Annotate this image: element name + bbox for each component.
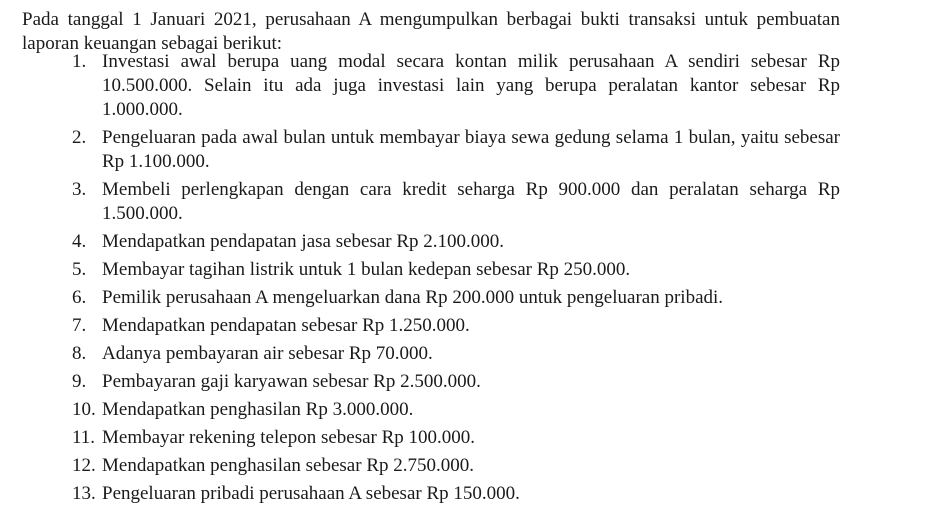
- item-text: Mendapatkan penghasilan sebesar Rp 2.750.000.: [102, 455, 474, 476]
- item-number: 10.: [72, 399, 96, 420]
- item-text: Adanya pembayaran air sebesar Rp 70.000.: [102, 343, 433, 364]
- item-number: 3.: [72, 179, 87, 200]
- item-text: Membayar rekening telepon sebesar Rp 100.000.: [102, 427, 476, 448]
- item-number: 9.: [72, 371, 87, 392]
- list-item: [72, 286, 840, 310]
- list-item: [72, 126, 840, 174]
- item-text: Mendapatkan pendapatan jasa sebesar Rp 2.100.000.: [102, 231, 505, 252]
- list-item: [72, 178, 840, 226]
- item-number: 13.: [72, 483, 96, 504]
- item-number: 12.: [72, 455, 96, 476]
- item-text: Pengeluaran pribadi perusahaan A sebesar Rp 150.000.: [102, 483, 520, 504]
- item-number: 11.: [72, 427, 96, 448]
- item-text: Mendapatkan penghasilan Rp 3.000.000.: [102, 399, 414, 420]
- item-number: 6.: [72, 287, 87, 308]
- intro-paragraph: Pada tanggal 1 Januari 2021, perusahaan A mengumpulkan berbagai bukti transaksi untuk pembuatan laporan keuangan sebagai berikut:: [22, 9, 840, 54]
- list-item: [72, 230, 840, 254]
- item-text: Investasi awal berupa uang modal secara kontan milik perusahaan A sendiri sebesar Rp 10.500.000. Selain itu ada juga investasi lain yang berupa peralatan kantor sebesar Rp 1.000.000.: [102, 51, 840, 120]
- item-text: Pembayaran gaji karyawan sebesar Rp 2.500.000.: [102, 371, 481, 392]
- item-number: 7.: [72, 315, 87, 336]
- item-number: 4.: [72, 231, 87, 252]
- item-number: 8.: [72, 343, 87, 364]
- item-text: Mendapatkan pendapatan sebesar Rp 1.250.000.: [102, 315, 470, 336]
- list-item: [72, 454, 840, 478]
- list-item: [72, 398, 840, 422]
- item-text: Pengeluaran pada awal bulan untuk membayar biaya sewa gedung selama 1 bulan, yaitu sebesar Rp 1.100.000.: [102, 127, 840, 172]
- item-number: 1.: [72, 51, 87, 72]
- item-text: Membayar tagihan listrik untuk 1 bulan kedepan sebesar Rp 250.000.: [102, 259, 631, 280]
- list-item: [72, 50, 840, 122]
- list-item: [72, 258, 840, 282]
- item-text: Membeli perlengkapan dengan cara kredit seharga Rp 900.000 dan peralatan seharga Rp 1.500.000.: [102, 179, 840, 224]
- document: [22, 8, 840, 56]
- item-text: Pemilik perusahaan A mengeluarkan dana Rp 200.000 untuk pengeluaran pribadi.: [102, 287, 724, 308]
- list-item: [72, 342, 840, 366]
- list-item: [72, 482, 840, 506]
- item-number: 5.: [72, 259, 87, 280]
- list-item: [72, 370, 840, 394]
- list-item: [72, 426, 840, 450]
- list-item: [72, 314, 840, 338]
- item-number: 2.: [72, 127, 87, 148]
- transaction-list: [72, 50, 840, 510]
